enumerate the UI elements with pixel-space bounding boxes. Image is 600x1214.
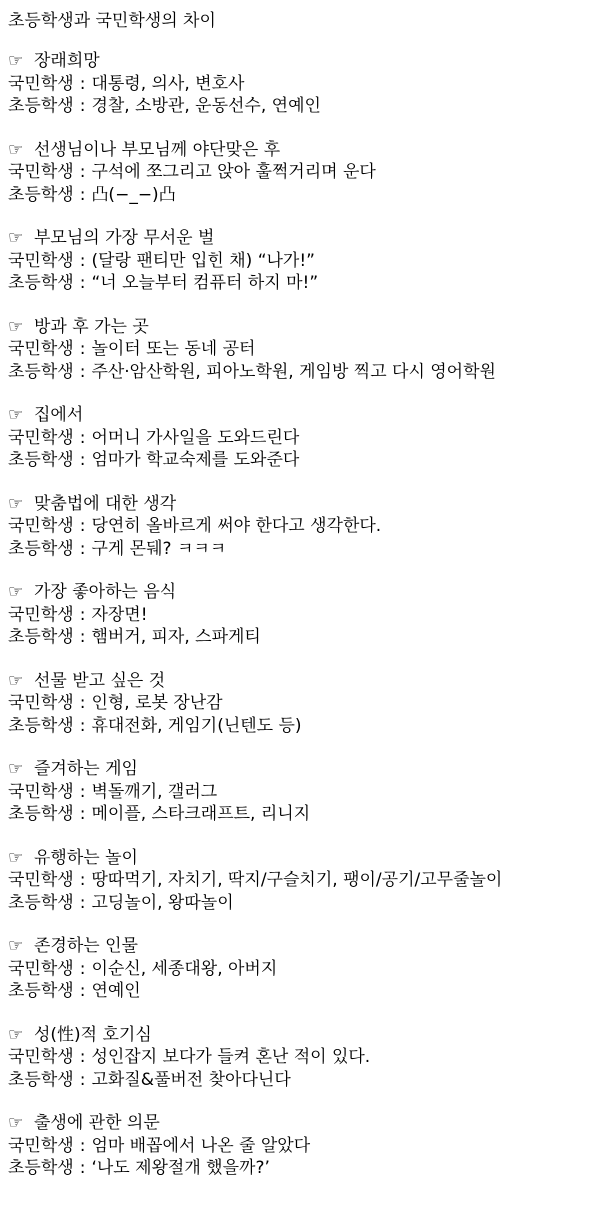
row-label: 국민학생 (8, 250, 74, 271)
row-separator: : (79, 1135, 86, 1156)
pointing-hand-icon: ☞ (8, 228, 24, 248)
comparison-section (8, 581, 600, 649)
row-separator: : (79, 1069, 86, 1090)
comparison-row (8, 538, 600, 561)
row-separator: : (79, 693, 86, 713)
row-label: 초등학생 (8, 892, 74, 913)
comparison-row (8, 73, 600, 96)
comparison-row (8, 250, 600, 273)
row-separator: : (79, 870, 86, 890)
section-heading-text: 집에서 (34, 405, 84, 425)
row-separator: : (79, 339, 86, 359)
section-heading (8, 404, 600, 427)
section-heading-text: 성(性)적 호기심 (34, 1024, 152, 1045)
pointing-hand-icon: ☞ (8, 316, 24, 337)
row-label: 초등학생 (8, 538, 74, 559)
pointing-hand-icon: ☞ (8, 936, 24, 956)
section-heading (8, 227, 600, 250)
row-text: 대통령, 의사, 변호사 (91, 73, 245, 94)
section-heading-text: 출생에 관한 의문 (34, 1113, 160, 1133)
comparison-row (8, 338, 600, 361)
row-text: 고딩놀이, 왕따놀이 (91, 892, 234, 913)
row-separator: : (79, 96, 86, 116)
pointing-hand-icon: ☞ (8, 139, 24, 160)
row-text: 구게 몬뒈? ㅋㅋㅋ (91, 538, 227, 559)
row-separator: : (79, 250, 86, 271)
section-heading (8, 139, 600, 162)
section-heading (8, 1112, 600, 1135)
row-label: 초등학생 (8, 981, 74, 1001)
section-heading-text: 방과 후 가는 곳 (34, 316, 149, 337)
row-label: 국민학생 (8, 162, 74, 182)
pointing-hand-icon: ☞ (8, 1113, 24, 1133)
row-separator: : (79, 427, 86, 448)
section-heading (8, 670, 600, 693)
section-heading (8, 758, 600, 781)
row-label: 초등학생 (8, 361, 74, 382)
row-separator: : (79, 516, 86, 536)
comparison-section (8, 847, 600, 915)
row-text: 연예인 (91, 981, 141, 1001)
row-text: 이순신, 세종대왕, 아버지 (91, 958, 278, 979)
row-label: 국민학생 (8, 958, 74, 979)
comparison-row (8, 95, 600, 118)
pointing-hand-icon: ☞ (8, 670, 24, 691)
row-separator: : (79, 273, 86, 293)
comparison-section (8, 50, 600, 118)
row-label: 초등학생 (8, 1158, 74, 1178)
pointing-hand-icon: ☞ (8, 405, 24, 425)
comparison-section (8, 404, 600, 472)
section-heading (8, 50, 600, 73)
comparison-row (8, 892, 600, 915)
section-heading (8, 847, 600, 870)
row-text: 자장면! (91, 604, 148, 625)
comparison-section (8, 227, 600, 295)
comparison-row (8, 715, 600, 738)
row-separator: : (79, 1047, 86, 1067)
pointing-hand-icon: ☞ (8, 51, 24, 71)
row-separator: : (79, 804, 86, 824)
pointing-hand-icon: ☞ (8, 847, 24, 868)
comparison-row (8, 361, 600, 384)
row-text: 벽돌깨기, 갤러그 (91, 781, 218, 802)
row-label: 초등학생 (8, 715, 74, 736)
row-label: 국민학생 (8, 1047, 74, 1067)
row-text: 성인잡지 보다가 들켜 혼난 적이 있다. (91, 1047, 371, 1067)
row-separator: : (79, 538, 86, 559)
row-text: 凸(−_−)凸 (91, 184, 176, 205)
row-text: “너 오늘부터 컴퓨터 하지 마!” (91, 273, 319, 293)
row-text: 경찰, 소방관, 운동선수, 연예인 (91, 96, 321, 116)
section-heading-text: 부모님의 가장 무서운 벌 (34, 228, 215, 248)
comparison-row (8, 1157, 600, 1180)
row-separator: : (79, 184, 86, 205)
row-label: 국민학생 (8, 427, 74, 448)
comparison-row (8, 1046, 600, 1069)
section-heading-text: 선물 받고 싶은 것 (34, 670, 166, 691)
section-heading-text: 장래희망 (34, 51, 100, 71)
row-label: 국민학생 (8, 781, 74, 802)
row-label: 국민학생 (8, 870, 74, 890)
section-heading (8, 935, 600, 958)
row-separator: : (79, 781, 86, 802)
section-heading (8, 493, 600, 516)
row-separator: : (79, 604, 86, 625)
pointing-hand-icon: ☞ (8, 759, 24, 779)
comparison-row (8, 803, 600, 826)
row-label: 초등학생 (8, 184, 74, 205)
row-label: 초등학생 (8, 273, 74, 293)
row-separator: : (79, 627, 86, 647)
row-separator: : (79, 1158, 86, 1178)
row-separator: : (79, 715, 86, 736)
comparison-section (8, 493, 600, 561)
comparison-list (8, 50, 600, 1180)
comparison-section (8, 139, 600, 207)
comparison-section (8, 935, 600, 1003)
section-heading-text: 유행하는 놀이 (34, 847, 138, 868)
row-text: 엄마가 학교숙제를 도와준다 (91, 450, 300, 470)
comparison-row (8, 626, 600, 649)
comparison-section (8, 758, 600, 826)
row-text: 당연히 올바르게 써야 한다고 생각한다. (91, 516, 382, 536)
section-heading-text: 가장 좋아하는 음식 (34, 582, 177, 602)
comparison-section (8, 316, 600, 384)
comparison-row (8, 449, 600, 472)
comparison-row (8, 1069, 600, 1092)
section-heading-text: 즐겨하는 게임 (34, 759, 138, 779)
section-heading-text: 존경하는 인물 (34, 936, 138, 956)
row-text: 인형, 로봇 장난감 (91, 693, 223, 713)
section-heading-text: 맞춤법에 대한 생각 (34, 493, 177, 514)
comparison-row (8, 781, 600, 804)
row-label: 국민학생 (8, 339, 74, 359)
comparison-section (8, 1024, 600, 1092)
row-text: 놀이터 또는 동네 공터 (91, 339, 256, 359)
row-separator: : (79, 73, 86, 94)
row-text: 어머니 가사일을 도와드린다 (91, 427, 300, 448)
row-label: 국민학생 (8, 73, 74, 94)
row-separator: : (79, 162, 86, 182)
row-separator: : (79, 892, 86, 913)
row-text: ‘나도 제왕절개 했을까?’ (91, 1158, 270, 1178)
row-text: 주산·암산학원, 피아노학원, 게임방 찍고 다시 영어학원 (91, 361, 496, 382)
row-separator: : (79, 450, 86, 470)
row-text: 휴대전화, 게임기(닌텐도 등) (91, 715, 302, 736)
row-text: 햄버거, 피자, 스파게티 (91, 627, 261, 647)
page-title: 초등학생과 국민학생의 차이 (8, 11, 216, 31)
comparison-row (8, 427, 600, 450)
section-heading (8, 1024, 600, 1047)
row-label: 초등학생 (8, 804, 74, 824)
row-text: (달랑 팬티만 입힌 채) “나가!” (91, 250, 315, 271)
row-label: 국민학생 (8, 1135, 74, 1156)
comparison-row (8, 604, 600, 627)
row-label: 초등학생 (8, 450, 74, 470)
comparison-section (8, 1112, 600, 1180)
row-text: 메이플, 스타크래프트, 리니지 (91, 804, 311, 824)
section-heading (8, 581, 600, 604)
row-label: 국민학생 (8, 693, 74, 713)
row-label: 초등학생 (8, 1069, 74, 1090)
row-label: 초등학생 (8, 627, 74, 647)
comparison-row (8, 980, 600, 1003)
row-label: 국민학생 (8, 516, 74, 536)
row-separator: : (79, 981, 86, 1001)
comparison-row (8, 184, 600, 207)
section-heading (8, 316, 600, 339)
comparison-section (8, 670, 600, 738)
row-text: 구석에 쪼그리고 앉아 훌쩍거리며 운다 (91, 162, 376, 182)
row-separator: : (79, 361, 86, 382)
comparison-row (8, 515, 600, 538)
comparison-row (8, 958, 600, 981)
pointing-hand-icon: ☞ (8, 1024, 24, 1045)
comparison-row (8, 869, 600, 892)
row-text: 고화질&풀버전 찾아다닌다 (91, 1069, 291, 1090)
pointing-hand-icon: ☞ (8, 493, 24, 514)
comparison-row (8, 692, 600, 715)
comparison-row (8, 1135, 600, 1158)
comparison-row (8, 161, 600, 184)
row-text: 땅따먹기, 자치기, 딱지/구슬치기, 팽이/공기/고무줄놀이 (91, 870, 503, 890)
section-heading-text: 선생님이나 부모님께 야단맞은 후 (34, 139, 281, 160)
row-separator: : (79, 958, 86, 979)
comparison-row (8, 272, 600, 295)
pointing-hand-icon: ☞ (8, 582, 24, 602)
row-label: 국민학생 (8, 604, 74, 625)
row-text: 엄마 배꼽에서 나온 줄 알았다 (91, 1135, 311, 1156)
row-label: 초등학생 (8, 96, 74, 116)
